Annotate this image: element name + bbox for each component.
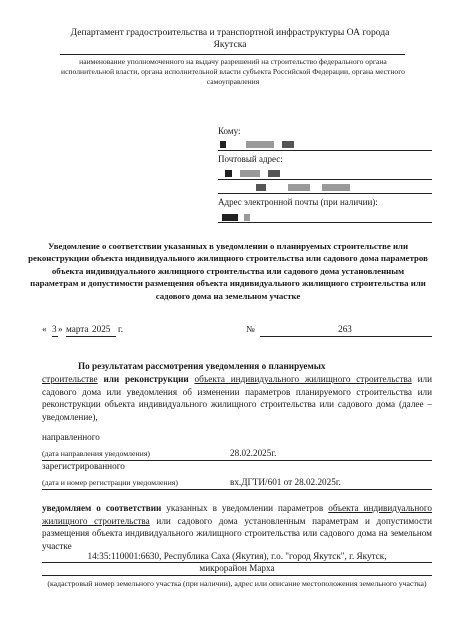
recipient-to-line [218, 150, 432, 151]
intro-or-reconstruction: или реконструкции [103, 374, 189, 384]
address-line-1: 14:35:110001:6630, Республика Саха (Якутия), г.о. "город Якутск", г. Якутск, [87, 551, 387, 561]
date-close-quote: » [58, 324, 63, 334]
sent-caption: (дата направления уведомления) [42, 449, 151, 458]
date-day-underline [52, 336, 58, 337]
date-open-quote: « [42, 324, 47, 334]
registered-label: зарегистрированного [42, 461, 125, 471]
recipient-to-label: Кому: [218, 126, 241, 136]
intro-paragraph [42, 373, 432, 423]
email-label: Адрес электронной почты (при наличии): [218, 197, 378, 207]
date-day: 3 [52, 324, 57, 334]
number-sign: № [246, 324, 255, 334]
intro-lead-text: По результатам рассмотрения уведомления о планируемых [78, 361, 326, 371]
redacted-address-blur [268, 170, 280, 177]
postal-address-label: Почтовый адрес: [218, 154, 283, 164]
document-number: 263 [338, 324, 352, 334]
intro-lead [42, 360, 432, 373]
date-month: марта [66, 324, 89, 334]
registered-line [42, 489, 432, 490]
department-caption: наименование уполномоченного на выдачу разрешений на строительство федерального органа исполнительной власти, органа исполнительной власти субъекта Российской Федерации, органа местного самоуправления [61, 57, 405, 86]
notify-bold: уведомляем о соответствии [42, 503, 162, 513]
redacted-address-blur [288, 184, 310, 191]
redacted-name-mark [220, 141, 226, 148]
redacted-email-mark [222, 214, 238, 221]
redacted-address-mark [225, 170, 232, 177]
notify-paragraph [42, 502, 432, 552]
intro-underlined-construction: строительстве [42, 374, 98, 384]
address-line-2-rule [42, 575, 432, 576]
address-line-1-rule [42, 562, 432, 563]
date-month-underline [66, 336, 116, 337]
department-underline [60, 54, 405, 55]
intro-rest: или садового дома или уведомления об изменении параметров планируемого строительства или реконструкции объекта индивидуального жилищного строительства или садового дома (далее – уведомление), [42, 374, 433, 422]
notify-text-1: указанных в уведомлении параметров [166, 503, 324, 513]
sent-label: направленного [42, 432, 100, 442]
redacted-name-blur [246, 141, 274, 148]
notify-underlined-object: объекта индивидуального жилищного строительства [42, 503, 433, 526]
redacted-address-blur [256, 184, 266, 191]
address-line-2: микрорайон Марха [199, 562, 275, 573]
registered-value: вх.ДГТИ/601 от 28.02.2025г. [230, 477, 341, 487]
redacted-address-blur [240, 170, 260, 177]
registered-caption: (дата и номер регистрации уведомления) [42, 478, 178, 487]
date-year: 2025 [92, 324, 111, 334]
redacted-name-blur [282, 141, 294, 148]
email-line [218, 222, 432, 223]
postal-address-line-1 [218, 179, 432, 180]
redacted-email-blur [244, 214, 250, 221]
postal-address-line-2 [218, 193, 432, 194]
number-underline [260, 336, 432, 337]
document-title: Уведомление о соответствии указанных в уведомлении о планируемых строительстве или реконструкции объекта индивидуального жилищного строительства или садового дома параметров объекта индивидуального жилищного строительства или садового дома установленным параметрам и допустимости размещения объекта индивидуального жилищного строительства или садового дома на земельном участке [28, 241, 428, 301]
redacted-address-blur [322, 184, 350, 191]
department-name: Департамент градостроительства и транспортной инфраструктуры ОА города Якутска [70, 27, 390, 50]
date-year-suffix: г. [118, 324, 124, 334]
address-caption: (кадастровый номер земельного участка (при наличии), адрес или описание местоположения земельного участка) [47, 579, 427, 588]
sent-date-value: 28.02.2025г. [230, 448, 277, 458]
intro-underlined-object: объекта индивидуального жилищного строительства [194, 374, 412, 384]
notify-text-2: или садового дома установленным параметрам и допустимости размещения объекта индивидуального жилищного строительства или садового дома на земельном участке [42, 515, 432, 551]
